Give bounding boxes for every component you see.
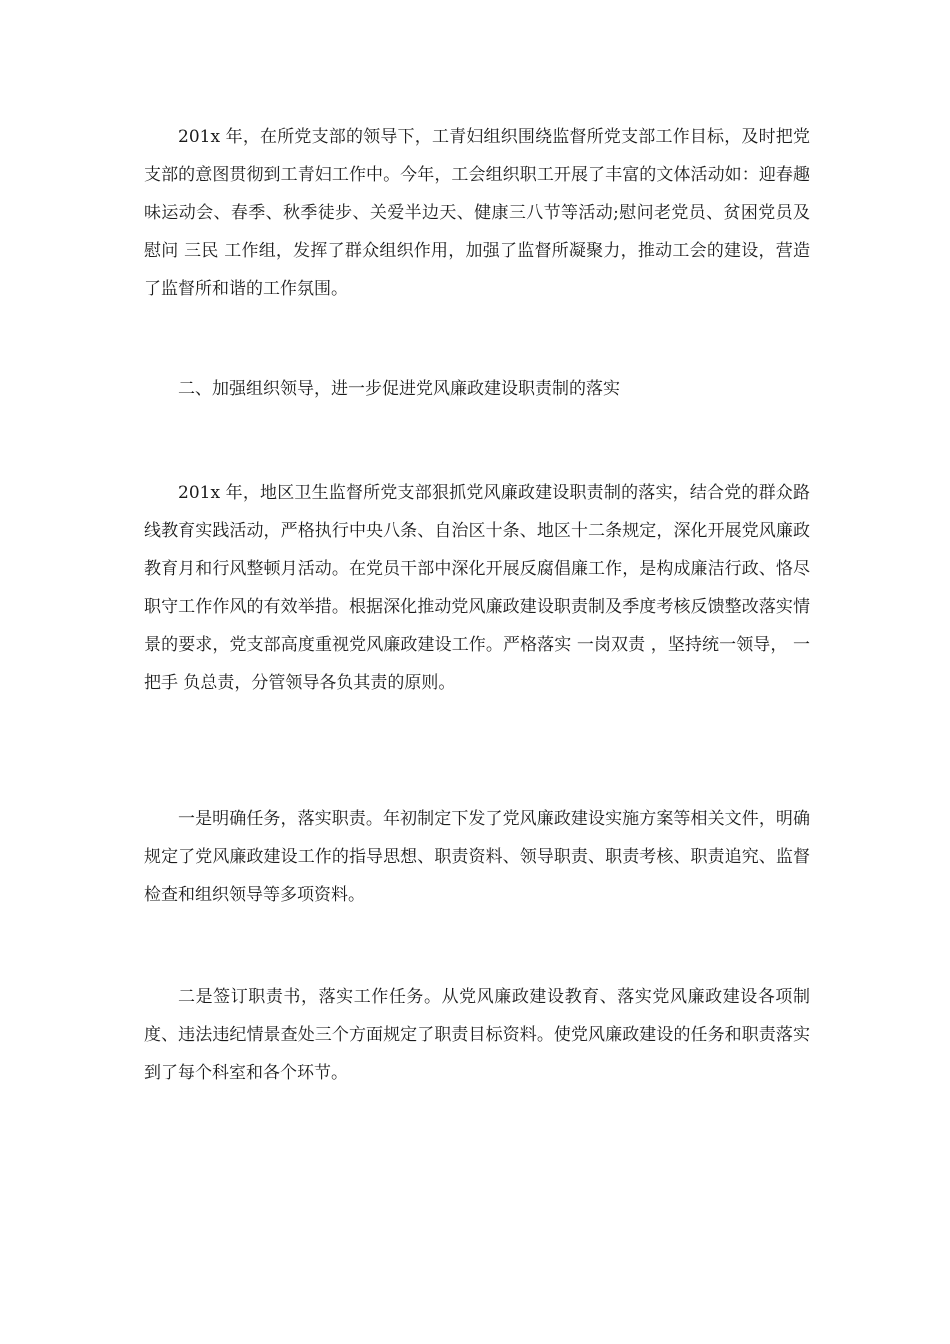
paragraph-work-summary: 201x 年，在所党支部的领导下，工青妇组织围绕监督所党支部工作目标，及时把党支部的意图贯彻到工青妇工作中。今年，工会组织职工开展了丰富的文体活动如：迎春趣味运动会、春季、秋季徒步、关爱半边天、健康三八节等活动;慰问老党员、贫困党员及慰问 三民 工作组，发挥了群众组织作用，加强了监督所凝聚力，推动工会的建设，营造了监督所和谐的工作氛围。: [144, 127, 810, 299]
section-heading: 二、加强组织领导，进一步促进党风廉政建设职责制的落实: [178, 379, 620, 399]
paragraph-sign-responsibility: 二是签订职责书，落实工作任务。从党风廉政建设教育、落实党风廉政建设各项制度、违法违纪情景查处三个方面规定了职责目标资料。使党风廉政建设的任务和职责落实到了每个科室和各个环节。: [144, 987, 810, 1083]
paragraph-integrity-responsibility: 201x 年，地区卫生监督所党支部狠抓党风廉政建设职责制的落实，结合党的群众路线教育实践活动，严格执行中央八条、自治区十条、地区十二条规定，深化开展党风廉政教育月和行风整顿月活动。在党员干部中深化开展反腐倡廉工作，是构成廉洁行政、恪尽职守工作作风的有效举措。根据深化推动党风廉政建设职责制及季度考核反馈整改落实情景的要求，党支部高度重视党风廉政建设工作。严格落实 一岗双责 ，坚持统一领导， 一把手 负总责，分管领导各负其责的原则。: [144, 483, 810, 693]
paragraph-clarify-tasks: 一是明确任务，落实职责。年初制定下发了党风廉政建设实施方案等相关文件，明确规定了党风廉政建设工作的指导思想、职责资料、领导职责、职责考核、职责追究、监督检查和组织领导等多项资料。: [144, 809, 810, 905]
